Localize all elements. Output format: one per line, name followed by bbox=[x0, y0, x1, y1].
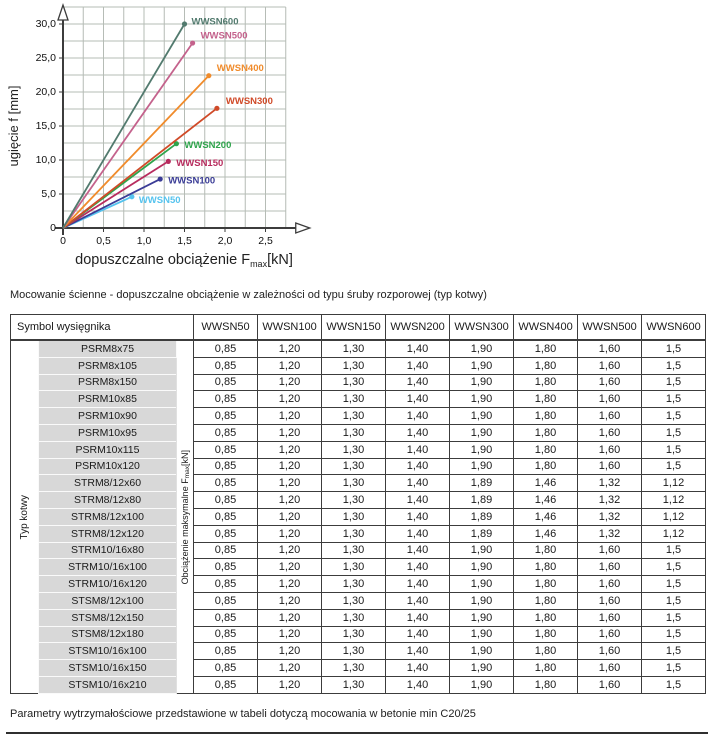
series-label-wwsn200: WWSN200 bbox=[184, 140, 232, 152]
value-cell: 1,60 bbox=[578, 340, 642, 357]
y-tick-label: 20,0 bbox=[35, 85, 56, 98]
value-cell: 1,80 bbox=[514, 609, 578, 626]
symbol-cell: PSRM10x90 bbox=[39, 408, 177, 425]
symbol-cell: PSRM10x120 bbox=[39, 458, 177, 475]
series-label-wwsn100: WWSN100 bbox=[168, 175, 216, 187]
value-cell: 1,40 bbox=[386, 458, 450, 475]
value-cell: 1,20 bbox=[258, 542, 322, 559]
value-cell: 1,90 bbox=[450, 424, 514, 441]
value-cell: 0,85 bbox=[194, 592, 258, 609]
value-cell: 1,20 bbox=[258, 391, 322, 408]
value-cell: 1,5 bbox=[642, 391, 706, 408]
table-row bbox=[11, 609, 706, 626]
value-cell: 1,5 bbox=[642, 357, 706, 374]
symbol-cell: PSRM8x150 bbox=[39, 374, 177, 391]
value-cell: 1,80 bbox=[514, 576, 578, 593]
value-cell: 1,20 bbox=[258, 408, 322, 425]
value-cell: 0,85 bbox=[194, 458, 258, 475]
value-cell: 1,80 bbox=[514, 458, 578, 475]
value-cell: 1,40 bbox=[386, 676, 450, 693]
value-cell: 1,90 bbox=[450, 676, 514, 693]
y-tick-label: 25,0 bbox=[35, 51, 56, 64]
value-cell: 1,40 bbox=[386, 475, 450, 492]
x-axis-arrow-icon bbox=[296, 223, 310, 233]
value-cell: 1,60 bbox=[578, 609, 642, 626]
table-row bbox=[11, 626, 706, 643]
value-cell: 1,40 bbox=[386, 609, 450, 626]
x-tick-label: 0 bbox=[60, 235, 66, 247]
value-cell: 1,30 bbox=[322, 475, 386, 492]
value-cell: 1,46 bbox=[514, 492, 578, 509]
series-label-wwsn150: WWSN150 bbox=[176, 157, 224, 169]
value-cell: 1,5 bbox=[642, 660, 706, 677]
value-cell: 1,80 bbox=[514, 643, 578, 660]
value-cell: 1,5 bbox=[642, 424, 706, 441]
table-row bbox=[11, 391, 706, 408]
value-cell: 1,30 bbox=[322, 391, 386, 408]
value-cell: 1,40 bbox=[386, 626, 450, 643]
x-tick-label: 2,5 bbox=[258, 235, 273, 247]
value-cell: 1,12 bbox=[642, 508, 706, 525]
table-row bbox=[11, 676, 706, 693]
value-cell: 0,85 bbox=[194, 340, 258, 357]
value-cell: 1,60 bbox=[578, 559, 642, 576]
column-header-wwsn50: WWSN50 bbox=[194, 315, 258, 341]
value-cell: 1,89 bbox=[450, 475, 514, 492]
x-tick-label: 1,0 bbox=[136, 235, 152, 247]
column-header-wwsn600: WWSN600 bbox=[642, 315, 706, 341]
value-cell: 1,12 bbox=[642, 475, 706, 492]
value-cell: 1,80 bbox=[514, 592, 578, 609]
value-cell: 1,89 bbox=[450, 525, 514, 542]
value-cell: 0,85 bbox=[194, 676, 258, 693]
value-cell: 1,80 bbox=[514, 357, 578, 374]
value-cell: 0,85 bbox=[194, 424, 258, 441]
value-cell: 1,40 bbox=[386, 559, 450, 576]
column-header-wwsn100: WWSN100 bbox=[258, 315, 322, 341]
value-cell: 1,80 bbox=[514, 391, 578, 408]
value-cell: 1,20 bbox=[258, 441, 322, 458]
value-cell: 1,60 bbox=[578, 643, 642, 660]
x-axis-title: dopuszczalne obciążenie $F_{max}[kN]$ bbox=[75, 252, 293, 269]
value-cell: 1,60 bbox=[578, 374, 642, 391]
x-tick-label: 1,5 bbox=[177, 235, 192, 247]
value-cell: 1,20 bbox=[258, 559, 322, 576]
value-cell: 1,20 bbox=[258, 592, 322, 609]
symbol-cell: STSM10/16x150 bbox=[39, 660, 177, 677]
table-row bbox=[11, 559, 706, 576]
symbol-cell: STSM8/12x150 bbox=[39, 609, 177, 626]
y-tick-label: 30,0 bbox=[35, 17, 56, 30]
value-cell: 1,5 bbox=[642, 592, 706, 609]
symbol-cell: STRM8/12x120 bbox=[39, 525, 177, 542]
value-cell: 1,12 bbox=[642, 525, 706, 542]
value-cell: 1,90 bbox=[450, 660, 514, 677]
value-cell: 0,85 bbox=[194, 576, 258, 593]
value-cell: 1,60 bbox=[578, 391, 642, 408]
value-cell: 1,60 bbox=[578, 626, 642, 643]
table-row bbox=[11, 441, 706, 458]
value-axis-label-cell bbox=[177, 340, 194, 693]
symbol-column-header: Symbol wysięgnika bbox=[11, 315, 194, 341]
value-cell: 1,80 bbox=[514, 626, 578, 643]
value-cell: 1,40 bbox=[386, 643, 450, 660]
value-cell: 1,46 bbox=[514, 508, 578, 525]
value-cell: 1,90 bbox=[450, 391, 514, 408]
value-cell: 1,20 bbox=[258, 609, 322, 626]
value-cell: 1,32 bbox=[578, 525, 642, 542]
value-cell: 1,20 bbox=[258, 676, 322, 693]
value-cell: 0,85 bbox=[194, 475, 258, 492]
value-cell: 1,40 bbox=[386, 391, 450, 408]
symbol-cell: STRM10/16x120 bbox=[39, 576, 177, 593]
value-cell: 1,40 bbox=[386, 542, 450, 559]
value-cell: 1,30 bbox=[322, 408, 386, 425]
value-cell: 1,5 bbox=[642, 626, 706, 643]
value-cell: 1,40 bbox=[386, 340, 450, 357]
value-cell: 1,80 bbox=[514, 441, 578, 458]
value-cell: 1,5 bbox=[642, 542, 706, 559]
value-cell: 1,30 bbox=[322, 340, 386, 357]
value-cell: 1,89 bbox=[450, 508, 514, 525]
column-header-wwsn400: WWSN400 bbox=[514, 315, 578, 341]
value-cell: 1,30 bbox=[322, 458, 386, 475]
load-table bbox=[10, 314, 706, 694]
symbol-cell: PSRM8x105 bbox=[39, 357, 177, 374]
series-marker-wwsn100 bbox=[158, 176, 163, 181]
value-cell: 1,20 bbox=[258, 340, 322, 357]
value-cell: 1,20 bbox=[258, 475, 322, 492]
value-cell: 0,85 bbox=[194, 609, 258, 626]
value-cell: 1,30 bbox=[322, 374, 386, 391]
x-tick-label: 2,0 bbox=[217, 235, 233, 247]
table-row bbox=[11, 357, 706, 374]
value-cell: 1,90 bbox=[450, 408, 514, 425]
value-cell: 1,89 bbox=[450, 492, 514, 509]
symbol-cell: PSRM10x115 bbox=[39, 441, 177, 458]
value-cell: 1,5 bbox=[642, 643, 706, 660]
value-cell: 1,30 bbox=[322, 441, 386, 458]
value-axis-label: Obciążenie maksymalne $F_{max}[kN]$ bbox=[179, 449, 191, 585]
series-label-wwsn300: WWSN300 bbox=[225, 95, 273, 107]
value-cell: 1,30 bbox=[322, 576, 386, 593]
value-cell: 1,5 bbox=[642, 374, 706, 391]
value-cell: 1,30 bbox=[322, 492, 386, 509]
value-cell: 1,90 bbox=[450, 576, 514, 593]
value-cell: 1,5 bbox=[642, 676, 706, 693]
x-tick-label: 0,5 bbox=[96, 235, 111, 247]
value-cell: 1,30 bbox=[322, 592, 386, 609]
value-cell: 0,85 bbox=[194, 525, 258, 542]
y-tick-label: 0 bbox=[50, 221, 56, 234]
table-row bbox=[11, 424, 706, 441]
table-caption: Mocowanie ścienne - dopuszczalne obciążenie w zależności od typu śruby rozporowej (typ kotwy) bbox=[10, 289, 487, 301]
table-row bbox=[11, 643, 706, 660]
value-cell: 0,85 bbox=[194, 508, 258, 525]
y-tick-label: 5,0 bbox=[41, 187, 56, 200]
value-cell: 1,60 bbox=[578, 441, 642, 458]
value-cell: 1,90 bbox=[450, 592, 514, 609]
value-cell: 1,60 bbox=[578, 357, 642, 374]
value-cell: 1,40 bbox=[386, 408, 450, 425]
value-cell: 1,40 bbox=[386, 492, 450, 509]
symbol-cell: STSM10/16x100 bbox=[39, 643, 177, 660]
series-marker-wwsn150 bbox=[166, 159, 171, 164]
value-cell: 1,5 bbox=[642, 559, 706, 576]
value-cell: 0,85 bbox=[194, 492, 258, 509]
table-row bbox=[11, 374, 706, 391]
value-cell: 1,40 bbox=[386, 660, 450, 677]
value-cell: 1,20 bbox=[258, 525, 322, 542]
symbol-cell: STRM8/12x100 bbox=[39, 508, 177, 525]
series-marker-wwsn600 bbox=[182, 21, 187, 26]
value-cell: 1,40 bbox=[386, 592, 450, 609]
table-row bbox=[11, 592, 706, 609]
y-tick-label: 15,0 bbox=[35, 119, 56, 132]
y-axis-title: ugięcie f [mm] bbox=[6, 85, 21, 167]
value-cell: 1,90 bbox=[450, 643, 514, 660]
series-label-wwsn50: WWSN50 bbox=[138, 195, 181, 207]
value-cell: 0,85 bbox=[194, 374, 258, 391]
value-cell: 1,60 bbox=[578, 408, 642, 425]
value-cell: 1,20 bbox=[258, 357, 322, 374]
series-line-wwsn400 bbox=[63, 76, 209, 228]
value-cell: 0,85 bbox=[194, 408, 258, 425]
row-group-label: Typ kotwy bbox=[19, 494, 30, 540]
symbol-cell: STSM10/16x210 bbox=[39, 676, 177, 693]
value-cell: 0,85 bbox=[194, 626, 258, 643]
value-cell: 1,60 bbox=[578, 542, 642, 559]
value-cell: 1,30 bbox=[322, 424, 386, 441]
value-cell: 1,80 bbox=[514, 424, 578, 441]
chart-svg bbox=[6, 2, 346, 280]
value-cell: 0,85 bbox=[194, 660, 258, 677]
value-cell: 1,40 bbox=[386, 424, 450, 441]
y-tick-label: 10,0 bbox=[35, 153, 56, 166]
symbol-cell: STRM10/16x100 bbox=[39, 559, 177, 576]
value-cell: 1,20 bbox=[258, 492, 322, 509]
value-cell: 1,30 bbox=[322, 609, 386, 626]
symbol-cell: STRM10/16x80 bbox=[39, 542, 177, 559]
value-cell: 1,46 bbox=[514, 475, 578, 492]
symbol-cell: PSRM8x75 bbox=[39, 340, 177, 357]
value-cell: 1,80 bbox=[514, 340, 578, 357]
value-cell: 1,32 bbox=[578, 492, 642, 509]
table-row bbox=[11, 340, 706, 357]
value-cell: 0,85 bbox=[194, 643, 258, 660]
value-cell: 1,90 bbox=[450, 559, 514, 576]
value-cell: 1,20 bbox=[258, 576, 322, 593]
value-cell: 1,90 bbox=[450, 357, 514, 374]
value-cell: 1,30 bbox=[322, 357, 386, 374]
value-cell: 1,80 bbox=[514, 559, 578, 576]
value-cell: 1,46 bbox=[514, 525, 578, 542]
table-row bbox=[11, 525, 706, 542]
table-row bbox=[11, 458, 706, 475]
header-row bbox=[11, 315, 706, 341]
series-marker-wwsn300 bbox=[214, 106, 219, 111]
symbol-cell: STSM8/12x100 bbox=[39, 592, 177, 609]
deflection-load-chart bbox=[6, 2, 346, 280]
value-cell: 1,20 bbox=[258, 626, 322, 643]
value-cell: 1,60 bbox=[578, 676, 642, 693]
value-cell: 1,30 bbox=[322, 643, 386, 660]
value-cell: 1,40 bbox=[386, 576, 450, 593]
value-cell: 1,30 bbox=[322, 508, 386, 525]
row-group-label-cell bbox=[11, 340, 39, 693]
value-cell: 1,60 bbox=[578, 458, 642, 475]
value-cell: 1,5 bbox=[642, 576, 706, 593]
value-cell: 1,30 bbox=[322, 626, 386, 643]
column-header-wwsn200: WWSN200 bbox=[386, 315, 450, 341]
value-cell: 1,5 bbox=[642, 441, 706, 458]
value-cell: 1,80 bbox=[514, 374, 578, 391]
table-row bbox=[11, 576, 706, 593]
value-cell: 1,90 bbox=[450, 542, 514, 559]
value-cell: 1,5 bbox=[642, 408, 706, 425]
column-header-wwsn300: WWSN300 bbox=[450, 315, 514, 341]
symbol-cell: STSM8/12x180 bbox=[39, 626, 177, 643]
series-label-wwsn400: WWSN400 bbox=[216, 63, 264, 75]
value-cell: 1,20 bbox=[258, 458, 322, 475]
table-row bbox=[11, 542, 706, 559]
symbol-cell: STRM8/12x60 bbox=[39, 475, 177, 492]
value-cell: 1,5 bbox=[642, 458, 706, 475]
value-cell: 1,20 bbox=[258, 374, 322, 391]
value-cell: 1,30 bbox=[322, 660, 386, 677]
value-cell: 1,90 bbox=[450, 609, 514, 626]
value-cell: 1,60 bbox=[578, 424, 642, 441]
symbol-cell: PSRM10x95 bbox=[39, 424, 177, 441]
value-cell: 1,5 bbox=[642, 609, 706, 626]
value-cell: 1,40 bbox=[386, 525, 450, 542]
value-cell: 1,90 bbox=[450, 458, 514, 475]
table-row bbox=[11, 660, 706, 677]
value-cell: 1,40 bbox=[386, 374, 450, 391]
value-cell: 1,80 bbox=[514, 408, 578, 425]
value-cell: 0,85 bbox=[194, 559, 258, 576]
table-row bbox=[11, 475, 706, 492]
table-row bbox=[11, 492, 706, 509]
value-cell: 1,30 bbox=[322, 542, 386, 559]
value-cell: 0,85 bbox=[194, 391, 258, 408]
value-cell: 1,30 bbox=[322, 676, 386, 693]
value-cell: 1,40 bbox=[386, 357, 450, 374]
load-table-wrap bbox=[10, 314, 706, 694]
value-cell: 1,60 bbox=[578, 660, 642, 677]
value-cell: 1,40 bbox=[386, 441, 450, 458]
series-label-wwsn500: WWSN500 bbox=[200, 30, 248, 42]
value-cell: 1,80 bbox=[514, 542, 578, 559]
value-cell: 1,32 bbox=[578, 508, 642, 525]
value-cell: 0,85 bbox=[194, 441, 258, 458]
footer-note: Parametry wytrzymałościowe przedstawione w tabeli dotyczą mocowania w betonie min C20/25 bbox=[10, 708, 476, 720]
value-cell: 1,80 bbox=[514, 660, 578, 677]
value-cell: 1,90 bbox=[450, 626, 514, 643]
value-cell: 0,85 bbox=[194, 542, 258, 559]
value-cell: 1,5 bbox=[642, 340, 706, 357]
series-label-wwsn600: WWSN600 bbox=[191, 16, 239, 28]
bottom-rule bbox=[6, 732, 708, 734]
value-cell: 0,85 bbox=[194, 357, 258, 374]
value-cell: 1,20 bbox=[258, 643, 322, 660]
value-cell: 1,90 bbox=[450, 340, 514, 357]
value-cell: 1,60 bbox=[578, 592, 642, 609]
value-cell: 1,20 bbox=[258, 660, 322, 677]
symbol-cell: STRM8/12x80 bbox=[39, 492, 177, 509]
value-cell: 1,40 bbox=[386, 508, 450, 525]
table-row bbox=[11, 508, 706, 525]
value-cell: 1,32 bbox=[578, 475, 642, 492]
value-cell: 1,20 bbox=[258, 508, 322, 525]
table-row bbox=[11, 408, 706, 425]
value-cell: 1,30 bbox=[322, 559, 386, 576]
value-cell: 1,90 bbox=[450, 374, 514, 391]
value-cell: 1,30 bbox=[322, 525, 386, 542]
column-header-wwsn500: WWSN500 bbox=[578, 315, 642, 341]
symbol-cell: PSRM10x85 bbox=[39, 391, 177, 408]
series-marker-wwsn400 bbox=[206, 73, 211, 78]
column-header-wwsn150: WWSN150 bbox=[322, 315, 386, 341]
series-marker-wwsn500 bbox=[190, 40, 195, 45]
value-cell: 1,60 bbox=[578, 576, 642, 593]
value-cell: 1,12 bbox=[642, 492, 706, 509]
value-cell: 1,80 bbox=[514, 676, 578, 693]
value-cell: 1,20 bbox=[258, 424, 322, 441]
value-cell: 1,90 bbox=[450, 441, 514, 458]
